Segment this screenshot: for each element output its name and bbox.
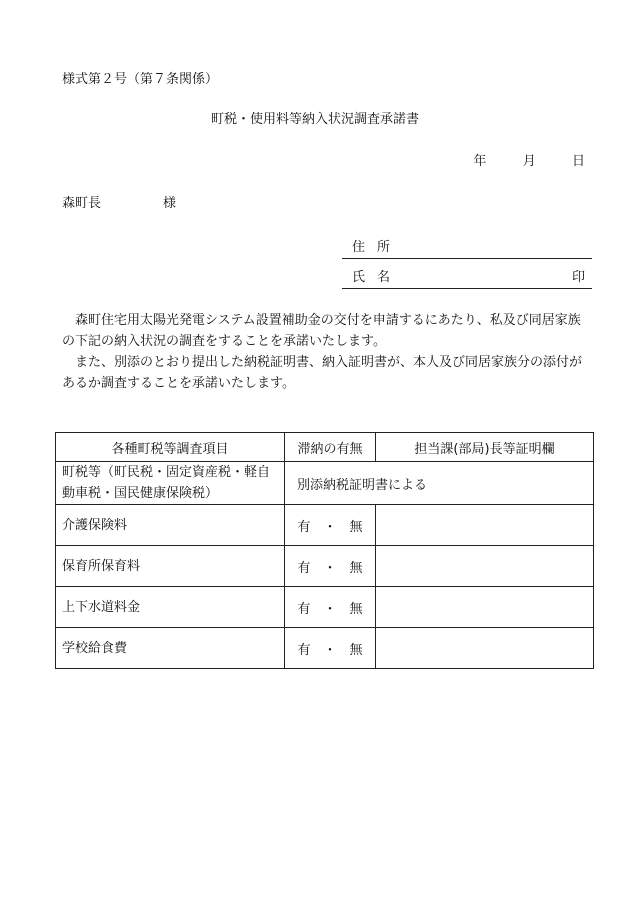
header-certification: 担当課(部局)長等証明欄 [376,433,594,462]
row-status: 有 ・ 無 [285,505,376,546]
year-label: 年 [473,154,487,169]
row-item: 学校給食費 [56,628,285,669]
name-label: 氏名 [352,270,403,285]
row-item: 介護保険料 [56,505,285,546]
consent-paragraph-1: 森町住宅用太陽光発電システム設置補助金の交付を申請するにあたり、私及び同居家族の下記の納入状況の調査をすることを承諾いたします。 [62,313,581,349]
form-number: 様式第２号（第７条関係） [62,72,219,87]
honorific: 様 [163,196,177,211]
table-header-row [56,433,594,462]
day-label: 日 [571,154,585,169]
name-line [342,288,592,289]
addressee [62,192,176,211]
address-label: 住所 [352,240,403,255]
table-row [56,628,594,669]
certification-cell[interactable] [376,628,594,669]
consent-paragraph-2: また、別添のとおり提出した納税証明書、納入証明書が、本人及び同居家族分の添付があるか調査することを承諾いたします。 [62,355,583,391]
header-survey-item: 各種町税等調査項目 [56,433,285,462]
table-row [56,505,594,546]
header-arrears: 滞納の有無 [285,433,376,462]
row-item: 町税等（町民税・固定資産税・軽自動車税・国民健康保険税） [56,462,285,505]
table-row [56,587,594,628]
date-row [473,150,585,169]
certification-cell[interactable] [376,505,594,546]
month-label: 月 [522,154,536,169]
addressee-name: 森町長 [62,196,102,211]
document-title: 町税・使用料等納入状況調査承諾書 [210,112,419,127]
table-row [56,546,594,587]
row-status: 別添納税証明書による [285,462,594,505]
row-status: 有 ・ 無 [285,628,376,669]
certification-cell[interactable] [376,546,594,587]
seal-mark: 印 [572,270,586,285]
row-status: 有 ・ 無 [285,546,376,587]
row-item: 保育所保育料 [56,546,285,587]
survey-table [55,432,594,669]
table-row [56,462,594,505]
row-item: 上下水道料金 [56,587,285,628]
address-line [342,258,592,259]
certification-cell[interactable] [376,587,594,628]
row-status: 有 ・ 無 [285,587,376,628]
